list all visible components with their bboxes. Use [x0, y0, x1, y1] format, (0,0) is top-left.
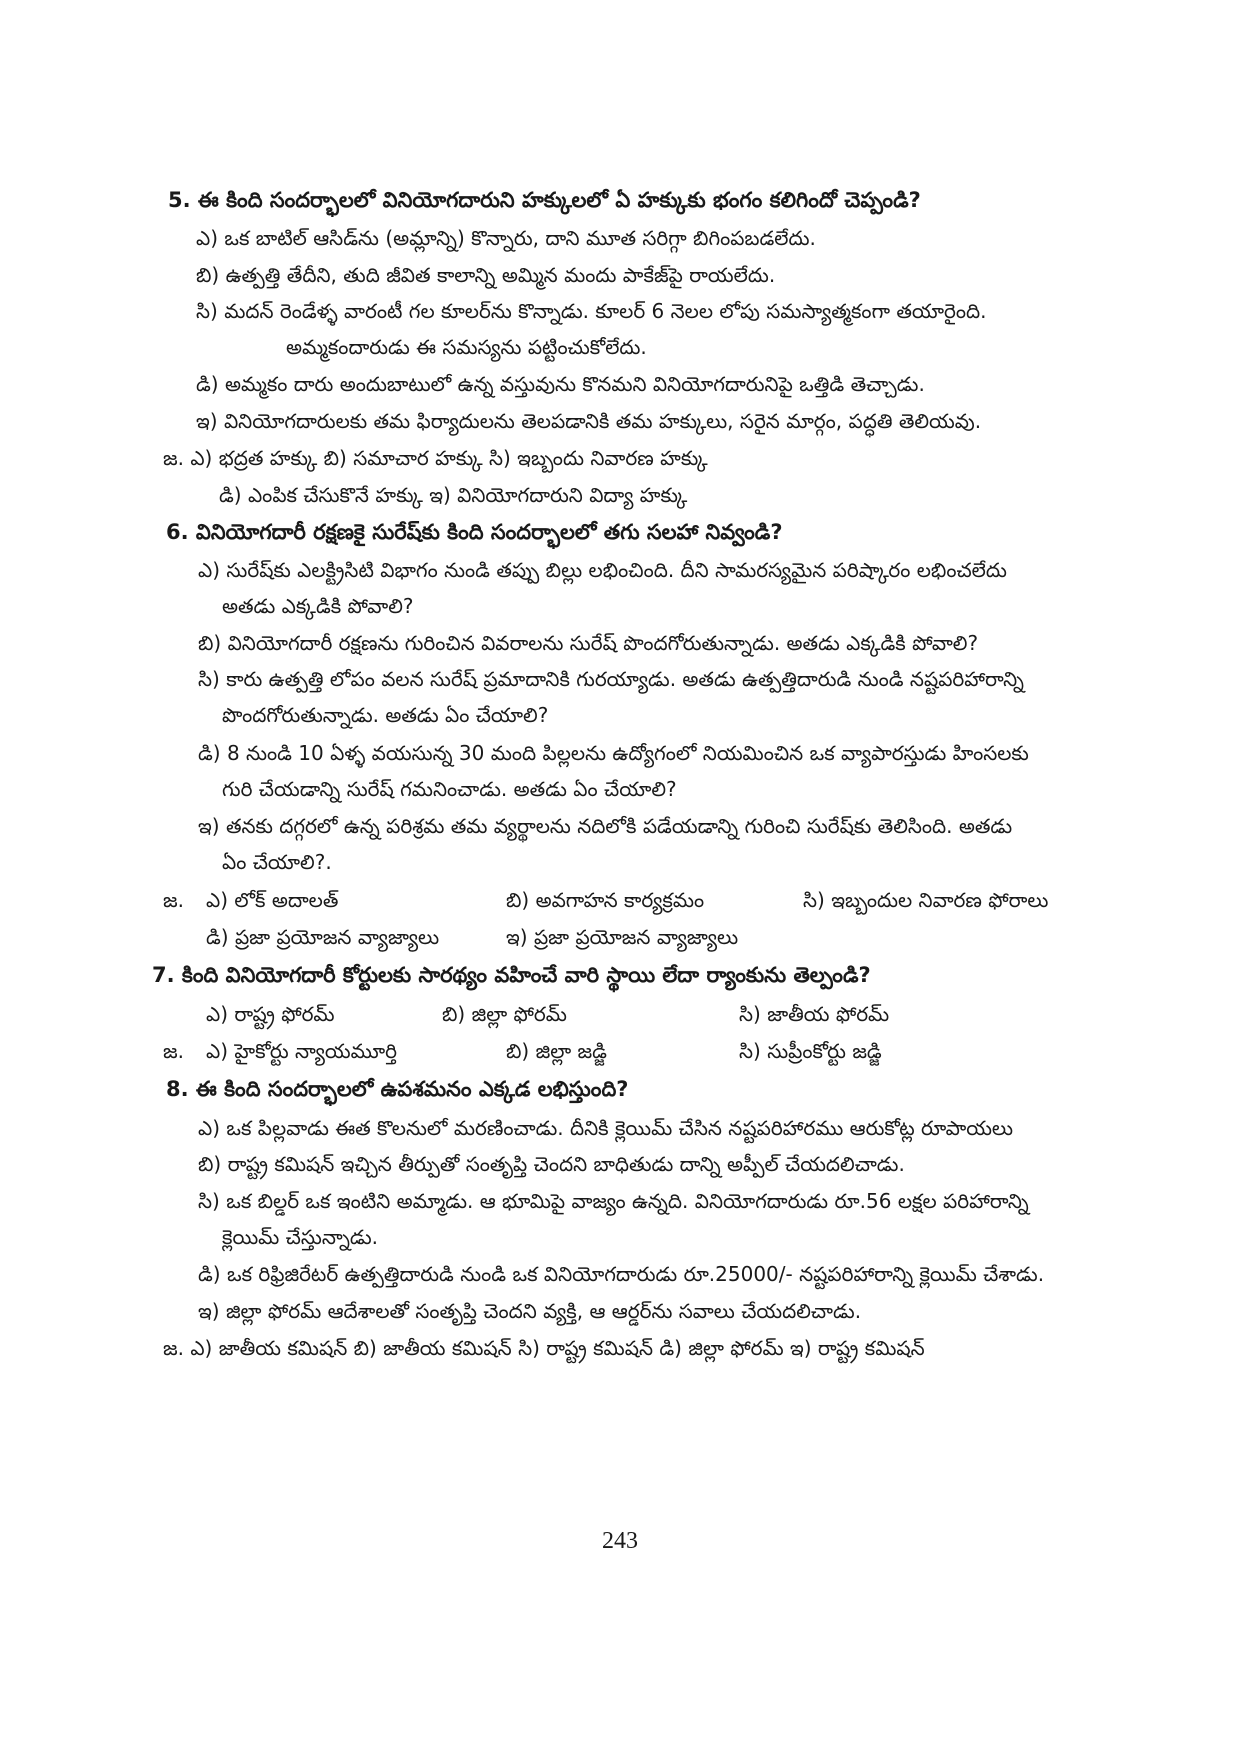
- question-8-title: 8. ఈ కింది సందర్భాలలో ఉపశమనం ఎక్కడ లభిస్తుంది?: [166, 1077, 629, 1101]
- q5-answer-line-2: డి) ఎంపిక చేసుకొనే హక్కు ఇ) వినియోగదారుని విద్యా హక్కు: [219, 483, 688, 507]
- q5-option-c-cont: అమ్మకందారుడు ఈ సమస్యను పట్టించుకోలేదు.: [286, 335, 647, 359]
- q8-option-d: డి) ఒక రిఫ్రిజిరేటర్ ఉత్పత్తిదారుడి నుండి ఒక వినియోగదారుడు రూ.25000/- నష్టపరిహారాన్ని క్లెయిమ్ చేశాడు.: [198, 1262, 1045, 1286]
- q5-option-d: డి) అమ్మకం దారు అందుబాటులో ఉన్న వస్తువును కొనమని వినియోగదారునిపై ఒత్తిడి తెచ్చాడు.: [196, 372, 925, 396]
- q8-option-e: ఇ) జిల్లా ఫోరమ్ ఆదేశాలతో సంతృప్తి చెందని వ్యక్తి, ఆ ఆర్డర్‌ను సవాలు చేయదలిచాడు.: [198, 1299, 862, 1323]
- question-5-title: 5. ఈ కింది సందర్భాలలో వినియోగదారుని హక్కులలో ఏ హక్కుకు భంగం కలిగిందో చెప్పండి?: [168, 188, 921, 212]
- q8-option-a: ఎ) ఒక పిల్లవాడు ఈత కొలనులో మరణించాడు. దీనికి క్లెయిమ్ చేసిన నష్టపరిహారము ఆరుకోట్ల రూపాయలు: [198, 1116, 1014, 1140]
- q5-option-b: బి) ఉత్పత్తి తేదీని, తుది జీవిత కాలాన్ని అమ్మిన మందు పాకేజ్‌పై రాయలేదు.: [196, 263, 776, 287]
- q5-option-a: ఎ) ఒక బాటిల్ ఆసిడ్‌ను (అమ్లాన్ని) కొన్నారు, దాని మూత సరిగ్గా బిగింపబడలేదు.: [196, 226, 816, 250]
- q6-answer-prefix: జ.: [163, 888, 184, 912]
- q7-answer-a: ఎ) హైకోర్టు న్యాయమూర్తి: [206, 1039, 398, 1063]
- q6-option-e-cont: ఏం చేయాలి?.: [222, 850, 332, 874]
- q6-option-d-cont: గురి చేయడాన్ని సురేష్ గమనించాడు. అతడు ఏం చేయాలి?: [222, 777, 677, 801]
- q6-answer-c: సి) ఇబ్బందుల నివారణ ఫోరాలు: [803, 888, 1049, 912]
- q6-option-e: ఇ) తనకు దగ్గరలో ఉన్న పరిశ్రమ తమ వ్యర్థాలను నదిలోకి పడేయడాన్ని గురించి సురేష్‌కు తెలిసింది. అతడు: [198, 814, 1013, 838]
- q7-option-c: సి) జాతీయ ఫోరమ్: [739, 1002, 890, 1026]
- q6-option-c-cont: పొందగోరుతున్నాడు. అతడు ఏం చేయాలి?: [222, 703, 549, 727]
- question-6-title: 6. వినియోగదారీ రక్షణకై సురేష్‌కు కింది సందర్భాలలో తగు సలహా నివ్వండి?: [166, 520, 783, 544]
- q6-answer-a: ఎ) లోక్ అదాలత్: [206, 888, 339, 912]
- q6-answer-b: బి) అవగాహన కార్యక్రమం: [506, 888, 705, 912]
- q6-option-a-cont: అతడు ఎక్కడికి పోవాలి?: [222, 594, 414, 618]
- q6-answer-d: డి) ప్రజా ప్రయోజన వ్యాజ్యాలు: [206, 925, 440, 949]
- q5-option-c: సి) మదన్ రెండేళ్ళ వారంటీ గల కూలర్‌ను కొన్నాడు. కూలర్ 6 నెలల లోపు సమస్యాత్మకంగా తయారైంది.: [196, 299, 987, 323]
- question-7-title: 7. కింది వినియోగదారీ కోర్టులకు సారథ్యం వహించే వారి స్థాయి లేదా ర్యాంకును తెల్పండి?: [152, 963, 871, 987]
- q8-option-c: సి) ఒక బిల్డర్ ఒక ఇంటిని అమ్మాడు. ఆ భూమిపై వాజ్యం ఉన్నది. వినియోగదారుడు రూ.56 లక్షల పరిహారాన్ని: [198, 1189, 1029, 1213]
- q6-option-c: సి) కారు ఉత్పత్తి లోపం వలన సురేష్ ప్రమాదానికి గురయ్యాడు. అతడు ఉత్పత్తిదారుడి నుండి నష్టపరిహారాన్ని: [198, 667, 1024, 691]
- page-number: 243: [602, 1528, 638, 1554]
- q6-option-a: ఎ) సురేష్‌కు ఎలక్ట్రిసిటి విభాగం నుండి తప్పు బిల్లు లభించింది. దీని సామరస్యమైన పరిష్కారం లభించలేదు: [198, 558, 1007, 582]
- q6-answer-e: ఇ) ప్రజా ప్రయోజన వ్యాజ్యాలు: [506, 925, 739, 949]
- q8-answer-line: జ. ఎ) జాతీయ కమిషన్ బి) జాతీయ కమిషన్ సి) రాష్ట్ర కమిషన్ డి) జిల్లా ఫోరమ్ ఇ) రాష్ట్ర కమిషన్: [163, 1336, 925, 1360]
- q7-answer-b: బి) జిల్లా జడ్జి: [506, 1039, 607, 1063]
- q7-option-b: బి) జిల్లా ఫోరమ్: [442, 1002, 567, 1026]
- q6-option-d: డి) 8 నుండి 10 ఏళ్ళ వయసున్న 30 మంది పిల్లలను ఉద్యోగంలో నియమించిన ఒక వ్యాపారస్తుడు హింసలకు: [198, 741, 1029, 765]
- q5-answer-line-1: జ. ఎ) భద్రత హక్కు బి) సమాచార హక్కు సి) ఇబ్బందు నివారణ హక్కు: [163, 446, 708, 470]
- q7-option-a: ఎ) రాష్ట్ర ఫోరమ్: [206, 1002, 335, 1026]
- q6-option-b: బి) వినియోగదారీ రక్షణను గురించిన వివరాలను సురేష్ పొందగోరుతున్నాడు. అతడు ఎక్కడికి పోవాలి?: [198, 631, 979, 655]
- q7-answer-prefix: జ.: [163, 1039, 184, 1063]
- q8-option-c-cont: క్లెయిమ్ చేస్తున్నాడు.: [222, 1225, 379, 1249]
- q5-option-e: ఇ) వినియోగదారులకు తమ ఫిర్యాదులను తెలపడానికి తమ హక్కులు, సరైన మార్గం, పద్ధతి తెలియవు.: [196, 409, 982, 433]
- q7-answer-c: సి) సుప్రీంకోర్టు జడ్జి: [739, 1039, 882, 1063]
- q8-option-b: బి) రాష్ట్ర కమిషన్ ఇచ్చిన తీర్పుతో సంతృప్తి చెందని బాధితుడు దాన్ని అప్పీల్ చేయదలిచాడు.: [198, 1152, 905, 1176]
